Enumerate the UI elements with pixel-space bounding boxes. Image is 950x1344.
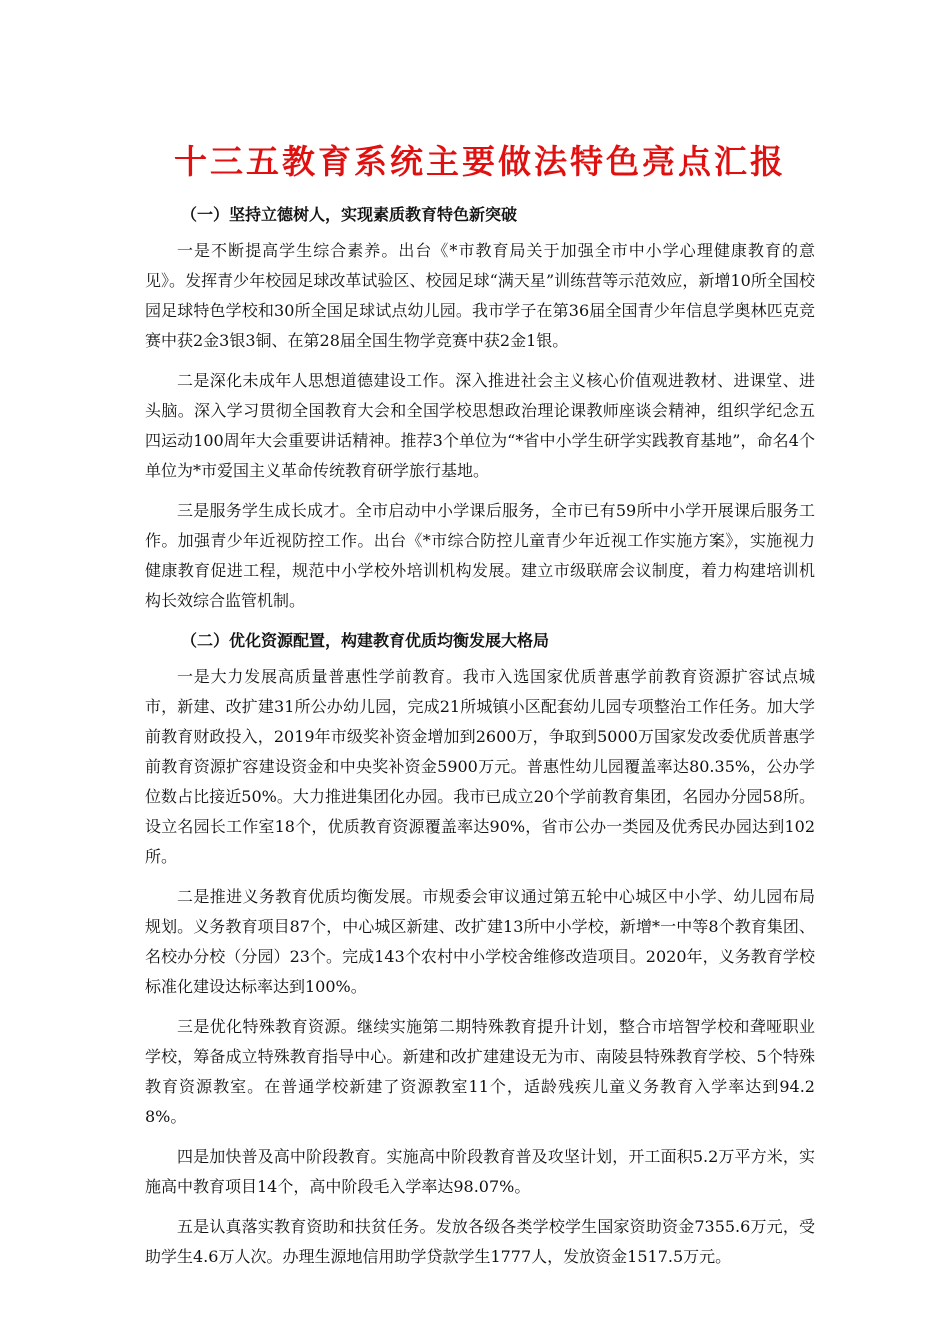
- paragraph: 一是大力发展高质量普惠性学前教育。我市入选国家优质普惠学前教育资源扩容试点城市，新建、改扩建31所公办幼儿园，完成21所城镇小区配套幼儿园专项整治工作任务。加大学前教育财政投入，2019年市级奖补资金增加到2600万，争取到5000万国家发改委优质普惠学前教育资源扩容建设资金和中央奖补资金5900万元。普惠性幼儿园覆盖率达80.35%，公办学位数占比接近50%。大力推进集团化办园。我市已成立20个学前教育集团，名园办分园58所。设立名园长工作室18个，优质教育资源覆盖率达90%，省市公办一类园及优秀民办园达到102所。: [145, 667, 815, 866]
- paragraph: 二是推进义务教育优质均衡发展。市规委会审议通过第五轮中心城区中小学、幼儿园布局规划。义务教育项目87个，中心城区新建、改扩建13所中小学校，新增*一中等8个教育集团、名校办分校（分园）23个。完成143个农村中小学校舍维修改造项目。2020年，义务教育学校标准化建设达标率达到100%。: [145, 887, 815, 996]
- paragraph: 一是不断提高学生综合素养。出台《*市教育局关于加强全市中小学心理健康教育的意见》。发挥青少年校园足球改革试验区、校园足球“满天星”训练营等示范效应，新增10所全国校园足球特色学校和30所全国足球试点幼儿园。我市学子在第36届全国青少年信息学奥林匹克竞赛中获2金3银3铜、在第28届全国生物学竞赛中获2金1银。: [145, 241, 815, 350]
- paragraph: 四是加快普及高中阶段教育。实施高中阶段教育普及攻坚计划，开工面积5.2万平方米，实施高中教育项目14个，高中阶段毛入学率达98.07%。: [145, 1147, 815, 1196]
- section-2: [145, 626, 815, 1272]
- paragraph: 二是深化未成年人思想道德建设工作。深入推进社会主义核心价值观进教材、进课堂、进头脑。深入学习贯彻全国教育大会和全国学校思想政治理论课教师座谈会精神，组织学纪念五四运动100周年大会重要讲话精神。推荐3个单位为“*省中小学生研学实践教育基地”，命名4个单位为*市爱国主义革命传统教育研学旅行基地。: [145, 371, 815, 480]
- paragraph: 三是服务学生成长成才。全市启动中小学课后服务，全市已有59所中小学开展课后服务工作。加强青少年近视防控工作。出台《*市综合防控儿童青少年近视工作实施方案》，实施视力健康教育促进工程，规范中小学校外培训机构发展。建立市级联席会议制度，着力构建培训机构长效综合监管机制。: [145, 501, 815, 610]
- section-heading: （一）坚持立德树人，实现素质教育特色新突破: [181, 205, 518, 224]
- section-heading: （二）优化资源配置，构建教育优质均衡发展大格局: [181, 631, 550, 650]
- document-title: 十三五教育系统主要做法特色亮点汇报: [174, 142, 786, 181]
- paragraph: 三是优化特殊教育资源。继续实施第二期特殊教育提升计划，整合市培智学校和聋哑职业学校，筹备成立特殊教育指导中心。新建和改扩建建设无为市、南陵县特殊教育学校、5个特殊教育资源教室。在普通学校新建了资源教室11个，适龄残疾儿童义务教育入学率达到94.28%。: [145, 1017, 815, 1126]
- paragraph: 五是认真落实教育资助和扶贫任务。发放各级各类学校学生国家资助资金7355.6万元，受助学生4.6万人次。办理生源地信用助学贷款学生1777人，发放资金1517.5万元。: [145, 1217, 815, 1266]
- section-1: [145, 200, 815, 616]
